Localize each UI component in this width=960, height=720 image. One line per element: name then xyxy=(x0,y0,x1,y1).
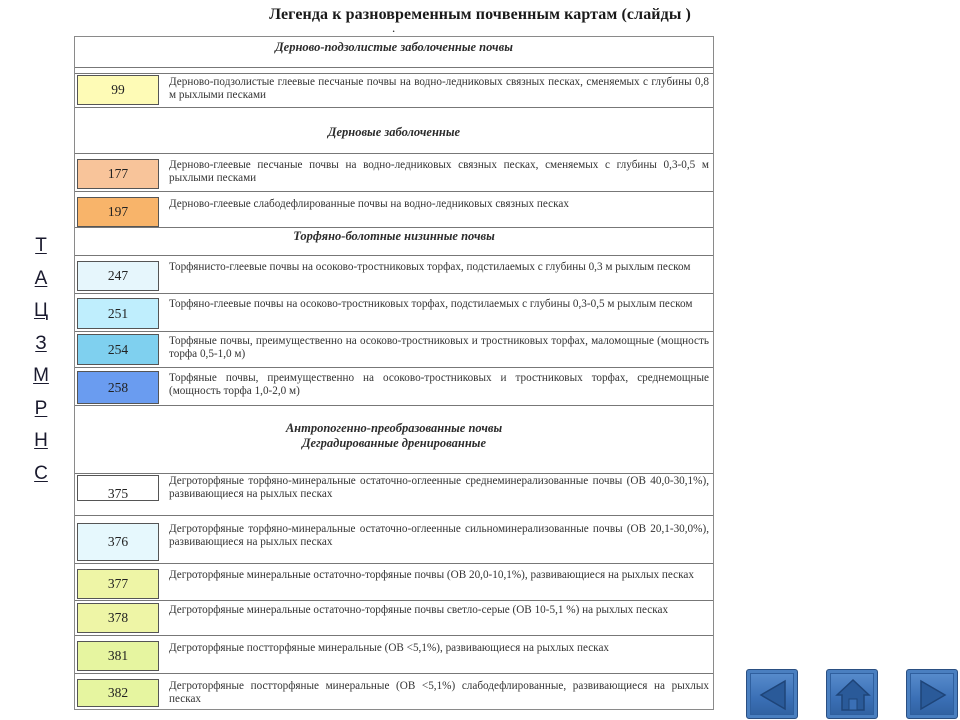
divider xyxy=(75,563,713,564)
nav-link-ts[interactable]: Ц xyxy=(33,300,49,321)
legend-desc-378: Дегроторфяные минеральные остаточно-торфяные почвы светло-серые (ОВ 10-5,1 %) на рыхлых песках xyxy=(169,604,669,616)
section-header-degraded-drained: Деградированные дренированные xyxy=(301,436,487,450)
legend-swatch-251: 251 xyxy=(77,298,159,329)
divider xyxy=(75,73,713,74)
legend-desc-376: Дегроторфяные торфяно-минеральные остаточно-оглеенные сильноминерализованные почвы (ОВ 20,1-30,0%), развивающиеся на рыхлых песках xyxy=(169,523,709,548)
legend-swatch-197: 197 xyxy=(77,197,159,227)
divider xyxy=(75,367,713,368)
next-slide-icon xyxy=(907,670,959,720)
legend-swatch-177: 177 xyxy=(77,159,159,189)
legend-desc-377: Дегроторфяные минеральные остаточно-торфяные почвы (ОВ 20,0-10,1%), развивающиеся на рыхлых песках xyxy=(169,569,694,581)
divider xyxy=(75,331,713,332)
nav-link-z[interactable]: З xyxy=(35,332,47,354)
nav-link-a[interactable]: А xyxy=(34,267,48,289)
divider xyxy=(75,107,713,108)
nav-link-n[interactable]: Н xyxy=(34,430,48,451)
legend-swatch-254: 254 xyxy=(77,334,159,365)
divider xyxy=(75,515,713,516)
divider xyxy=(75,191,713,192)
divider xyxy=(75,635,713,636)
legend-desc-382: Дегроторфяные постторфяные минеральные (ОВ <5,1%) слабодефлированные, развивающиеся на рыхлых песках xyxy=(169,680,709,705)
divider xyxy=(75,473,713,474)
legend-swatch-258: 258 xyxy=(77,371,159,404)
legend-desc-197: Дерново-глеевые слабодефлированные почвы на водно-ледниковых связных песках xyxy=(169,198,569,210)
legend-swatch-247: 247 xyxy=(77,261,159,291)
legend-desc-258: Торфяные почвы, преимущественно на осоково-тростниковых и тростниковых торфах, среднемощные (мощность торфа 1,0-2,0 м) xyxy=(169,372,709,397)
legend-desc-381: Дегроторфяные постторфяные минеральные (ОВ <5,1%), развивающиеся на рыхлых песках xyxy=(169,642,610,654)
legend-swatch-381: 381 xyxy=(77,641,159,671)
title-mark: . xyxy=(392,20,396,35)
divider xyxy=(75,600,713,601)
home-icon xyxy=(827,670,879,720)
divider xyxy=(75,405,713,406)
nav-link-m[interactable]: М xyxy=(33,365,49,386)
legend-desc-177: Дерново-глеевые песчаные почвы на водно-ледниковых связных песках, сменяемых с глубины 0,3-0,5 м рыхлыми песками xyxy=(169,159,709,184)
divider xyxy=(75,227,713,228)
legend-desc-247: Торфянисто-глеевые почвы на осоково-тростниковых торфах, подстилаемых с глубины 0,3 м рыхлым песком xyxy=(169,261,691,273)
legend-swatch-99: 99 xyxy=(77,75,159,105)
legend-swatch-375: 375 xyxy=(77,475,159,501)
divider xyxy=(75,673,713,674)
divider xyxy=(75,153,713,154)
legend-swatch-382: 382 xyxy=(77,679,159,707)
legend-desc-99: Дерново-подзолистые глеевые песчаные почвы на водно-ледниковых связных песках, сменяемых с глубины 0,8 м рыхлыми песками xyxy=(169,76,709,101)
nav-link-t[interactable]: Т xyxy=(35,235,47,256)
previous-slide-icon xyxy=(747,670,799,720)
section-header-anthropogenic: Антропогенно-преобразованные почвы xyxy=(285,421,503,435)
page-title: Легенда к разновременным почвенным картам (слайды ) xyxy=(269,6,691,23)
section-header-peat-lowland: Торфяно-болотные низинные почвы xyxy=(293,229,495,243)
vertical-link-nav xyxy=(26,232,56,492)
nav-link-r[interactable]: Р xyxy=(34,397,48,419)
legend-table xyxy=(74,36,714,710)
section-header-sod-waterlogged: Дерновые заболоченные xyxy=(327,125,461,139)
next-slide-button[interactable] xyxy=(906,669,958,719)
legend-swatch-378: 378 xyxy=(77,603,159,633)
legend-swatch-376: 376 xyxy=(77,523,159,561)
legend-desc-375: Дегроторфяные торфяно-минеральные остаточно-оглеенные среднеминерализованные почвы (ОВ 40,0-30,1%), развивающиеся на рыхлых песках xyxy=(169,475,709,500)
legend-desc-251: Торфяно-глеевые почвы на осоково-тростниковых торфах, подстилаемых с глубины 0,3-0,5 м рыхлым песком xyxy=(169,298,693,310)
section-header-sod-podzolic: Дерново-подзолистые заболоченные почвы xyxy=(275,40,513,54)
home-button[interactable] xyxy=(826,669,878,719)
legend-swatch-377: 377 xyxy=(77,569,159,599)
nav-link-s[interactable]: С xyxy=(34,462,48,484)
divider xyxy=(75,67,713,68)
legend-desc-254: Торфяные почвы, преимущественно на осоково-тростниковых и тростниковых торфах, маломощные (мощность торфа 0,5-1,0 м) xyxy=(169,335,709,360)
divider xyxy=(75,255,713,256)
divider xyxy=(75,293,713,294)
previous-slide-button[interactable] xyxy=(746,669,798,719)
